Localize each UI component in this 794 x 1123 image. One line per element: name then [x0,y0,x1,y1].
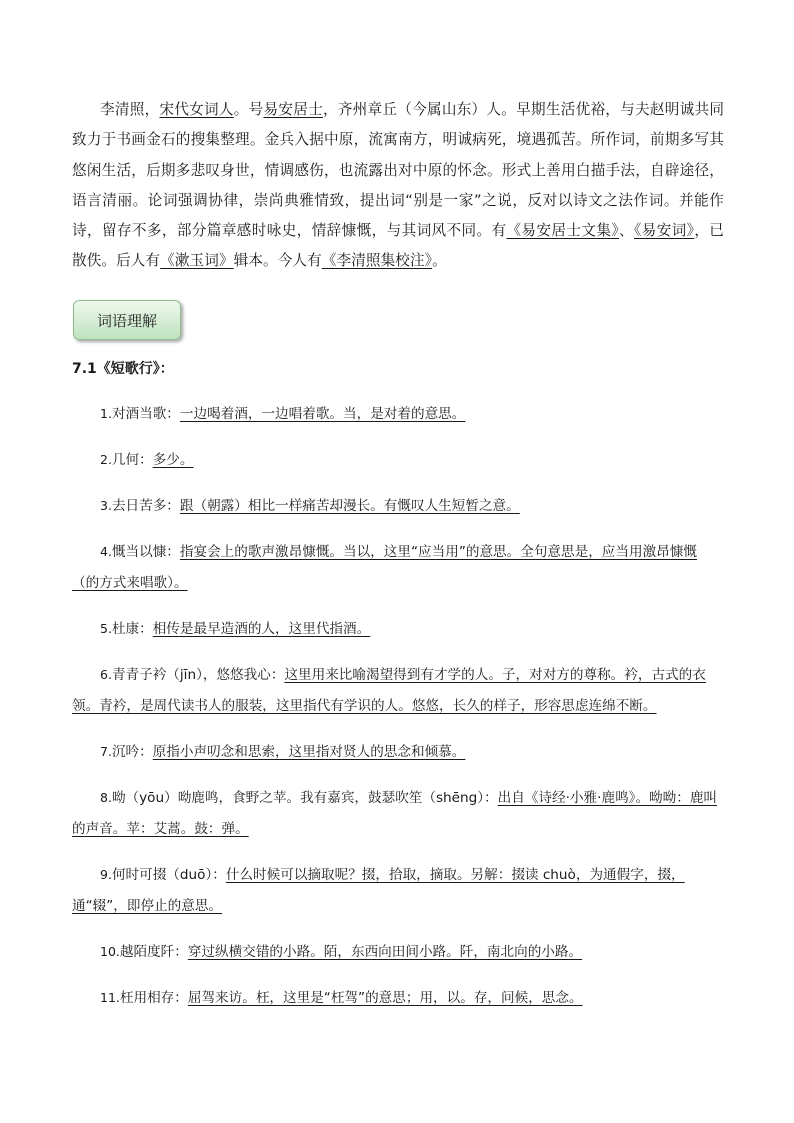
item-number: 1. [100,406,112,421]
item-term: 越陌度阡： [119,944,188,960]
vocabulary-item [72,613,724,645]
vocabulary-item-body [72,613,724,645]
item-number: 7. [100,744,112,759]
item-definition: 一边喝着酒，一边唱着歌。当，是对着的意思。 [179,406,466,422]
item-number: 5. [100,621,112,636]
bio-text: ，齐州章丘（今属山东）人。早期生活优裕，与夫赵明诚共同致力于书画金石的搜集整理。金兵入据中原，流寓南方，明诚病死，境遇孤苦。所作词，前期多写其悠闲生活，后期多悲叹身世，情调感伤，也流露出对中原的怀念。形式上善用白描手法，自辟途径，语言清丽。论词强调协律，崇尚典雅情致，提出词“别是一家”之说，反对以诗文之法作词。并能作诗，留存不多，部分篇章感时咏史，情辞慷慨，与其词风不同。有 [72,101,725,240]
vocabulary-item-body [72,659,724,722]
item-number: 8. [100,790,112,805]
vocabulary-item-body [72,859,724,922]
vocabulary-item [72,490,724,522]
item-definition: 原指小声叨念和思索，这里指对贤人的思念和倾慕。 [152,744,466,760]
item-number: 11. [100,990,120,1005]
section-button-vocabulary[interactable]: 词语理解 [73,300,181,340]
item-term: 慨当以慷： [111,544,180,560]
vocabulary-item-body [72,490,724,522]
vocabulary-item-body [72,982,724,1014]
item-definition: 多少。 [152,452,194,468]
bio-underlined-term: 《易安词》 [634,222,695,240]
vocabulary-item [72,659,724,722]
author-bio [72,95,724,277]
bio-text: ，已散佚。后人有 [72,222,724,270]
item-number: 9. [100,867,112,882]
vocabulary-item [72,859,724,922]
section-title: 7.1《短歌行》： [72,361,174,377]
vocabulary-item [72,936,724,968]
item-number: 3. [100,498,112,513]
bio-underlined-term: 《李清照集校注》 [321,252,433,270]
item-definition: 指宴会上的歌声激昂慷慨。当以，这里“应当用”的意思。全句意思是，应当用激昂慷慨（的方式来唱歌）。 [72,544,697,591]
item-definition: 这里用来比喻渴望得到有才学的人。子，对对方的尊称。衿，古式的衣领。青衿，是周代读书人的服装，这里指代有学识的人。悠悠，长久的样子，形容思虑连绵不断。 [72,667,706,714]
item-number: 10. [100,944,120,959]
vocabulary-item [72,444,724,476]
item-definition: 屈驾来访。枉，这里是“枉驾”的意思；用，以。存，问候，思念。 [187,990,583,1006]
item-term: 几何： [111,452,153,468]
item-definition: 什么时候可以摘取呢？掇，拾取，摘取。另解：掇读 chuò，为通假字，掇，通“辍”，即停止的意思。 [72,867,685,914]
item-term: 枉用相存： [119,990,188,1006]
vocabulary-item-body [72,536,724,599]
bio-underlined-term: 《漱玉词》 [160,252,234,270]
item-number: 6. [100,667,112,682]
vocabulary-item [72,398,724,430]
bio-text: 。号 [233,101,264,118]
item-number: 4. [100,544,112,559]
item-term: 去日苦多： [111,498,180,514]
bio-text: 、 [619,222,634,240]
item-term: 对酒当歌： [111,406,180,422]
item-term: 呦（yōu）呦鹿鸣，食野之苹。我有嘉宾，鼓瑟吹笙（shēng）： [111,790,498,806]
vocabulary-item-body [72,444,724,476]
bio-text: 李清照， [100,101,160,118]
bio-text: 。 [432,252,447,270]
vocabulary-item [72,782,724,845]
vocabulary-item [72,736,724,768]
bio-paragraph [72,95,724,277]
item-term: 杜康： [111,621,153,637]
item-term: 沉吟： [111,744,153,760]
bio-underlined-term: 易安居士 [263,101,323,118]
item-term: 青青子衿（jīn），悠悠我心： [111,667,285,683]
item-term: 何时可掇（duō）： [111,867,226,883]
vocabulary-item-body [72,736,724,768]
item-definition: 相传是最早造酒的人，这里代指酒。 [152,621,371,637]
vocabulary-item-body [72,782,724,845]
vocabulary-item [72,982,724,1014]
item-definition: 出自《诗经·小雅·鹿鸣》。呦呦：鹿叫的声音。苹：艾蒿。鼓：弹。 [72,790,718,837]
vocabulary-item-body [72,398,724,430]
bio-underlined-term: 《易安居士文集》 [506,222,620,240]
item-definition: 穿过纵横交错的小路。陌，东西向田间小路。阡，南北向的小路。 [187,944,583,960]
item-definition: 跟（朝露）相比一样痛苦却漫长。有慨叹人生短暂之意。 [179,498,520,514]
item-number: 2. [100,452,112,467]
vocabulary-item [72,536,724,599]
bio-text: 辑本。今人有 [233,252,322,270]
bio-underlined-term: 宋代女词人 [159,101,234,118]
vocabulary-item-body [72,936,724,968]
